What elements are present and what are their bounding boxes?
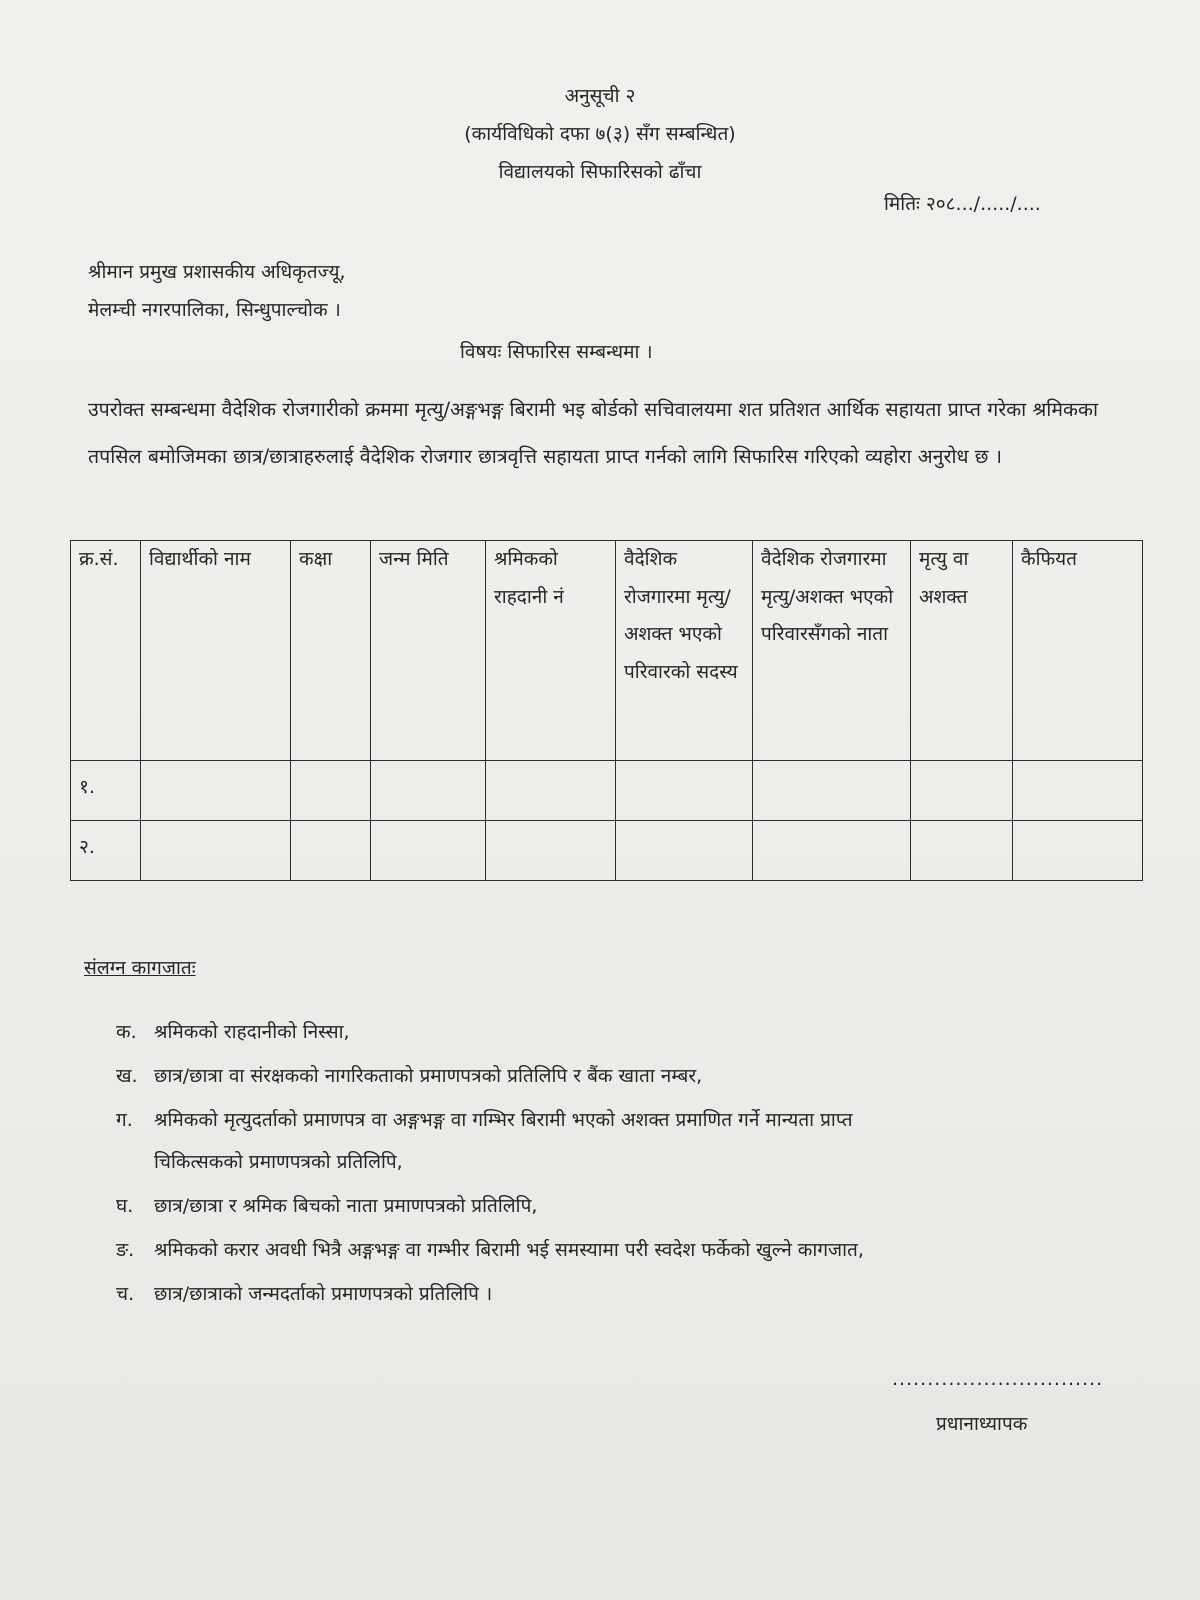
attachment-item: [116, 1020, 350, 1044]
attachment-text-continued: चिकित्सकको प्रमाणपत्रको प्रतिलिपि,: [154, 1151, 403, 1173]
reference-clause: (कार्यविधिको दफा ७(३) सँग सम्बन्धित): [464, 123, 736, 145]
attachment-marker: च.: [116, 1283, 135, 1305]
col-relation: वैदेशिक रोजगारमा मृत्यु/अशक्त भएको परिवारसँगको नाता: [753, 541, 911, 761]
cell-student-name: [141, 821, 291, 881]
addressee-line-1: श्रीमान प्रमुख प्रशासकीय अधिकृतज्यू,: [88, 261, 346, 283]
cell-passport-no: [486, 761, 616, 821]
cell-remarks: [1013, 821, 1143, 881]
student-table: [70, 540, 1143, 881]
col-class: कक्षा: [291, 541, 371, 761]
attachment-marker: ग.: [116, 1109, 133, 1131]
cell-death-or-disabled: [911, 821, 1013, 881]
attachment-marker: घ.: [116, 1195, 134, 1217]
col-death-or-disabled: मृत्यु वा अशक्त: [911, 541, 1013, 761]
col-birth-date: जन्म मिति: [371, 541, 486, 761]
cell-family-member: [616, 761, 753, 821]
attachments-heading: संलग्न कागजातः: [84, 957, 196, 979]
col-serial: क्र.सं.: [71, 541, 141, 761]
cell-relation: [753, 821, 911, 881]
row-serial: १.: [71, 761, 141, 821]
cell-remarks: [1013, 761, 1143, 821]
table-row: [71, 761, 1143, 821]
col-family-member: वैदेशिक रोजगारमा मृत्यु/अशक्त भएको परिवारको सदस्य: [616, 541, 753, 761]
signature-title: प्रधानाध्यापक: [936, 1413, 1028, 1435]
attachment-text: छात्र/छात्रा वा संरक्षकको नागरिकताको प्रमाणपत्रको प्रतिलिपि र बैंक खाता नम्बर,: [154, 1065, 703, 1087]
subject-line: विषयः सिफारिस सम्बन्धमा ।: [460, 341, 653, 363]
attachment-item: [116, 1194, 537, 1218]
attachment-text: छात्र/छात्राको जन्मदर्ताको प्रमाणपत्रको प्रतिलिपि ।: [154, 1283, 493, 1305]
col-student-name: विद्यार्थीको नाम: [141, 541, 291, 761]
date-field: मितिः २०८.../...../....: [884, 193, 1041, 215]
attachment-text: श्रमिकको करार अवधी भित्रै अङ्गभङ्ग वा गम्भीर बिरामी भई समस्यामा परी स्वदेश फर्केको खुल्ने कागजात,: [154, 1239, 864, 1261]
cell-class: [291, 821, 371, 881]
attachment-marker: ङ.: [116, 1239, 135, 1261]
attachment-marker: क.: [116, 1021, 137, 1043]
attachment-marker: ख.: [116, 1065, 138, 1087]
cell-death-or-disabled: [911, 761, 1013, 821]
signature-line: ..............................: [892, 1368, 1104, 1390]
cell-class: [291, 761, 371, 821]
cell-relation: [753, 761, 911, 821]
annex-number: अनुसूची २: [564, 85, 636, 107]
attachment-item: [116, 1238, 864, 1262]
table-header-row: [71, 541, 1143, 761]
attachment-item: [116, 1282, 492, 1306]
col-remarks: कैफियत: [1013, 541, 1143, 761]
form-title: विद्यालयको सिफारिसको ढाँचा: [498, 161, 702, 183]
table-row: [71, 821, 1143, 881]
attachment-text: छात्र/छात्रा र श्रमिक बिचको नाता प्रमाणपत्रको प्रतिलिपि,: [154, 1195, 538, 1217]
row-serial: २.: [71, 821, 141, 881]
cell-birth-date: [371, 821, 486, 881]
attachment-text: श्रमिकको राहदानीको निस्सा,: [154, 1021, 350, 1043]
col-passport-no: श्रमिकको राहदानी नं: [486, 541, 616, 761]
cell-passport-no: [486, 821, 616, 881]
cell-student-name: [141, 761, 291, 821]
attachment-item: [116, 1064, 702, 1088]
cell-family-member: [616, 821, 753, 881]
body-paragraph: उपरोक्त सम्बन्धमा वैदेशिक रोजगारीको क्रममा मृत्यु/अङ्गभङ्ग बिरामी भइ बोर्डको सचिवालयमा शत प्रतिशत आर्थिक सहायता प्राप्त गरेका श्रमिकका तपसिल बमोजिमका छात्र/छात्राहरुलाई वैदेशिक रोजगार छात्रवृत्ति सहायता प्राप्त गर्नको लागि सिफारिस गरिएको व्यहोरा अनुरोध छ ।: [88, 398, 1098, 468]
cell-birth-date: [371, 761, 486, 821]
attachment-text: श्रमिकको मृत्युदर्ताको प्रमाणपत्र वा अङ्गभङ्ग वा गम्भिर बिरामी भएको अशक्त प्रमाणित गर्ने मान्यता प्राप्त: [154, 1109, 853, 1131]
attachment-item: [116, 1108, 853, 1132]
addressee-line-2: मेलम्ची नगरपालिका, सिन्धुपाल्चोक ।: [88, 299, 341, 321]
